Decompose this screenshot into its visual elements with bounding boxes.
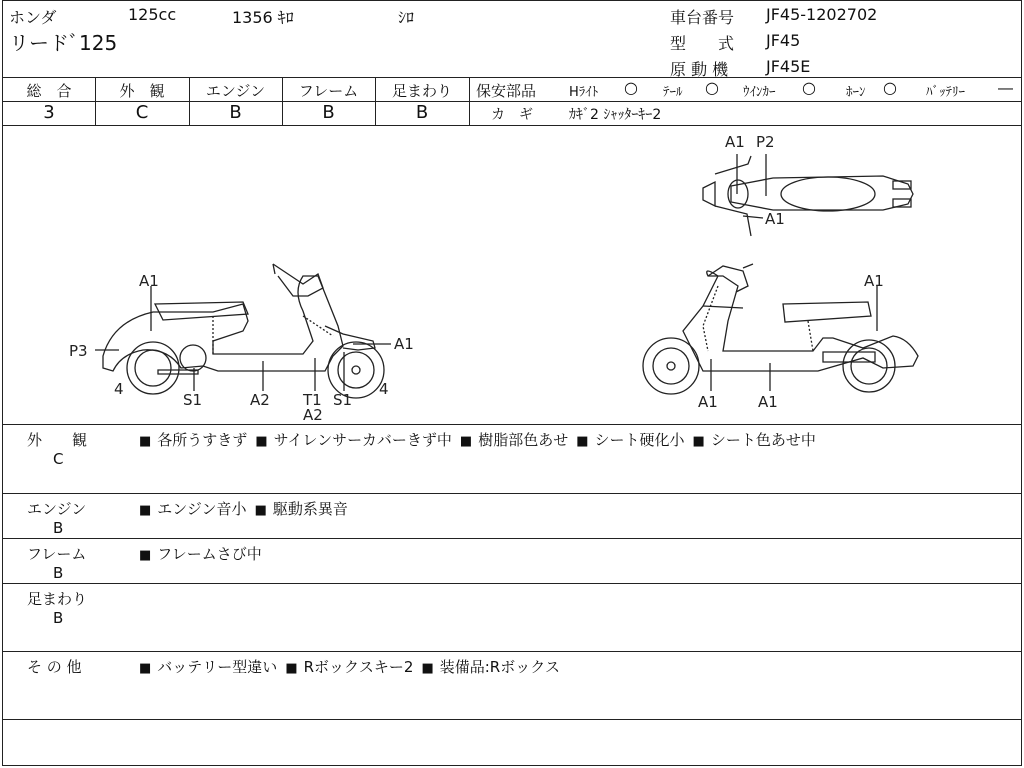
damage-label: A1 [698, 393, 718, 411]
remark-item: ■ 駆動系異音 [255, 500, 348, 518]
remark-item: ■ 各所うすきず [139, 431, 247, 449]
section-engine-items [139, 498, 356, 519]
section-engine-grade: B [53, 519, 64, 537]
section-exterior-items [139, 429, 824, 450]
model-name: リードﾞ125 [9, 31, 118, 55]
taillight-label: ﾃｰﾙ [663, 85, 683, 100]
section-other-label: そ の 他 [27, 658, 82, 676]
section-frame-label: フレーム [27, 545, 87, 563]
damage-label: P2 [756, 133, 775, 151]
headlight-label: Hﾗｲﾄ [569, 85, 599, 100]
section-frame-grade: B [53, 564, 64, 582]
frame-grade: B [322, 102, 335, 123]
color: ｼﾛ [398, 8, 415, 27]
damage-label: 4 [379, 380, 389, 398]
suspension-grade: B [415, 102, 429, 123]
damage-label: A1 [394, 335, 414, 353]
damage-diagram [3, 126, 1021, 424]
exterior-label: 外 観 [119, 82, 165, 100]
overall-label: 総 合 [26, 82, 72, 100]
frame-no: JF45-1202702 [766, 5, 878, 24]
damage-label: T1 [303, 391, 322, 409]
divider [469, 77, 470, 125]
mileage: 1356 ｷﾛ [232, 8, 294, 27]
divider [3, 493, 1021, 494]
horn-status: ○ [883, 78, 897, 97]
damage-label: S1 [333, 391, 353, 409]
section-other-items [139, 656, 568, 677]
winker-status: ○ [802, 78, 816, 97]
safety-parts-label: 保安部品 [476, 82, 537, 100]
damage-label: A2 [250, 391, 270, 409]
divider [3, 583, 1021, 584]
damage-label: A1 [765, 210, 785, 228]
remark-item: ■ フレームさび中 [139, 545, 262, 563]
divider [3, 651, 1021, 652]
remark-item: ■ シート色あせ中 [693, 431, 816, 449]
remark-item: ■ サイレンサーカバーきず中 [255, 431, 452, 449]
remark-item: ■ 樹脂部色あせ [460, 431, 568, 449]
battery-status: ― [998, 79, 1013, 97]
key-label: カ ギ [491, 107, 533, 123]
inspection-sheet [2, 0, 1022, 766]
section-suspension-label: 足まわり [27, 590, 88, 608]
damage-label: A1 [758, 393, 778, 411]
engine-label: 原 動 機 [670, 60, 729, 79]
engine-grade-label: エンジン [205, 82, 266, 100]
divider [3, 538, 1021, 539]
scooter-top-view [703, 156, 913, 236]
damage-label: A1 [864, 272, 884, 290]
horn-label: ﾎｰﾝ [846, 85, 866, 100]
frame-no-label: 車台番号 [670, 8, 735, 27]
headlight-status: ○ [624, 78, 638, 97]
type-value: JF45 [766, 31, 801, 50]
divider [3, 424, 1021, 425]
remark-item: ■ シート硬化小 [576, 431, 684, 449]
winker-label: ｳｲﾝｶｰ [743, 85, 776, 100]
remark-item: ■ 装備品:Rボックス [421, 658, 560, 676]
damage-label: S1 [183, 391, 203, 409]
key-value: ｶｷﾞ2 ｼｬｯﾀｰｷｰ2 [569, 107, 662, 123]
maker: ホンダ [9, 8, 57, 27]
taillight-status: ○ [705, 78, 719, 97]
section-exterior-grade: C [53, 450, 64, 468]
damage-label: P3 [69, 342, 88, 360]
type-label: 型 式 [670, 34, 735, 53]
engine-value: JF45E [766, 57, 811, 76]
divider [469, 101, 1021, 102]
section-engine-label: エンジン [27, 500, 87, 518]
divider [3, 719, 1021, 720]
engine-grade: B [229, 102, 242, 123]
divider [3, 77, 1021, 78]
damage-label: A2 [303, 406, 323, 424]
displacement: 125cc [128, 5, 177, 24]
remark-item: ■ エンジン音小 [139, 500, 247, 518]
remark-item: ■ Rボックスキー2 [285, 658, 413, 676]
frame-grade-label: フレーム [298, 82, 359, 100]
section-exterior-label: 外 観 [27, 431, 88, 449]
overall-grade: 3 [43, 102, 55, 123]
section-suspension-grade: B [53, 609, 64, 627]
battery-label: ﾊﾞｯﾃﾘｰ [926, 85, 965, 100]
exterior-grade: C [135, 102, 149, 123]
damage-label: A1 [725, 133, 745, 151]
remark-item: ■ バッテリー型違い [139, 658, 277, 676]
damage-label: A1 [139, 272, 159, 290]
leader-lines [95, 154, 877, 391]
damage-label: 4 [114, 380, 124, 398]
suspension-grade-label: 足まわり [391, 82, 452, 100]
section-frame-items [139, 543, 270, 564]
